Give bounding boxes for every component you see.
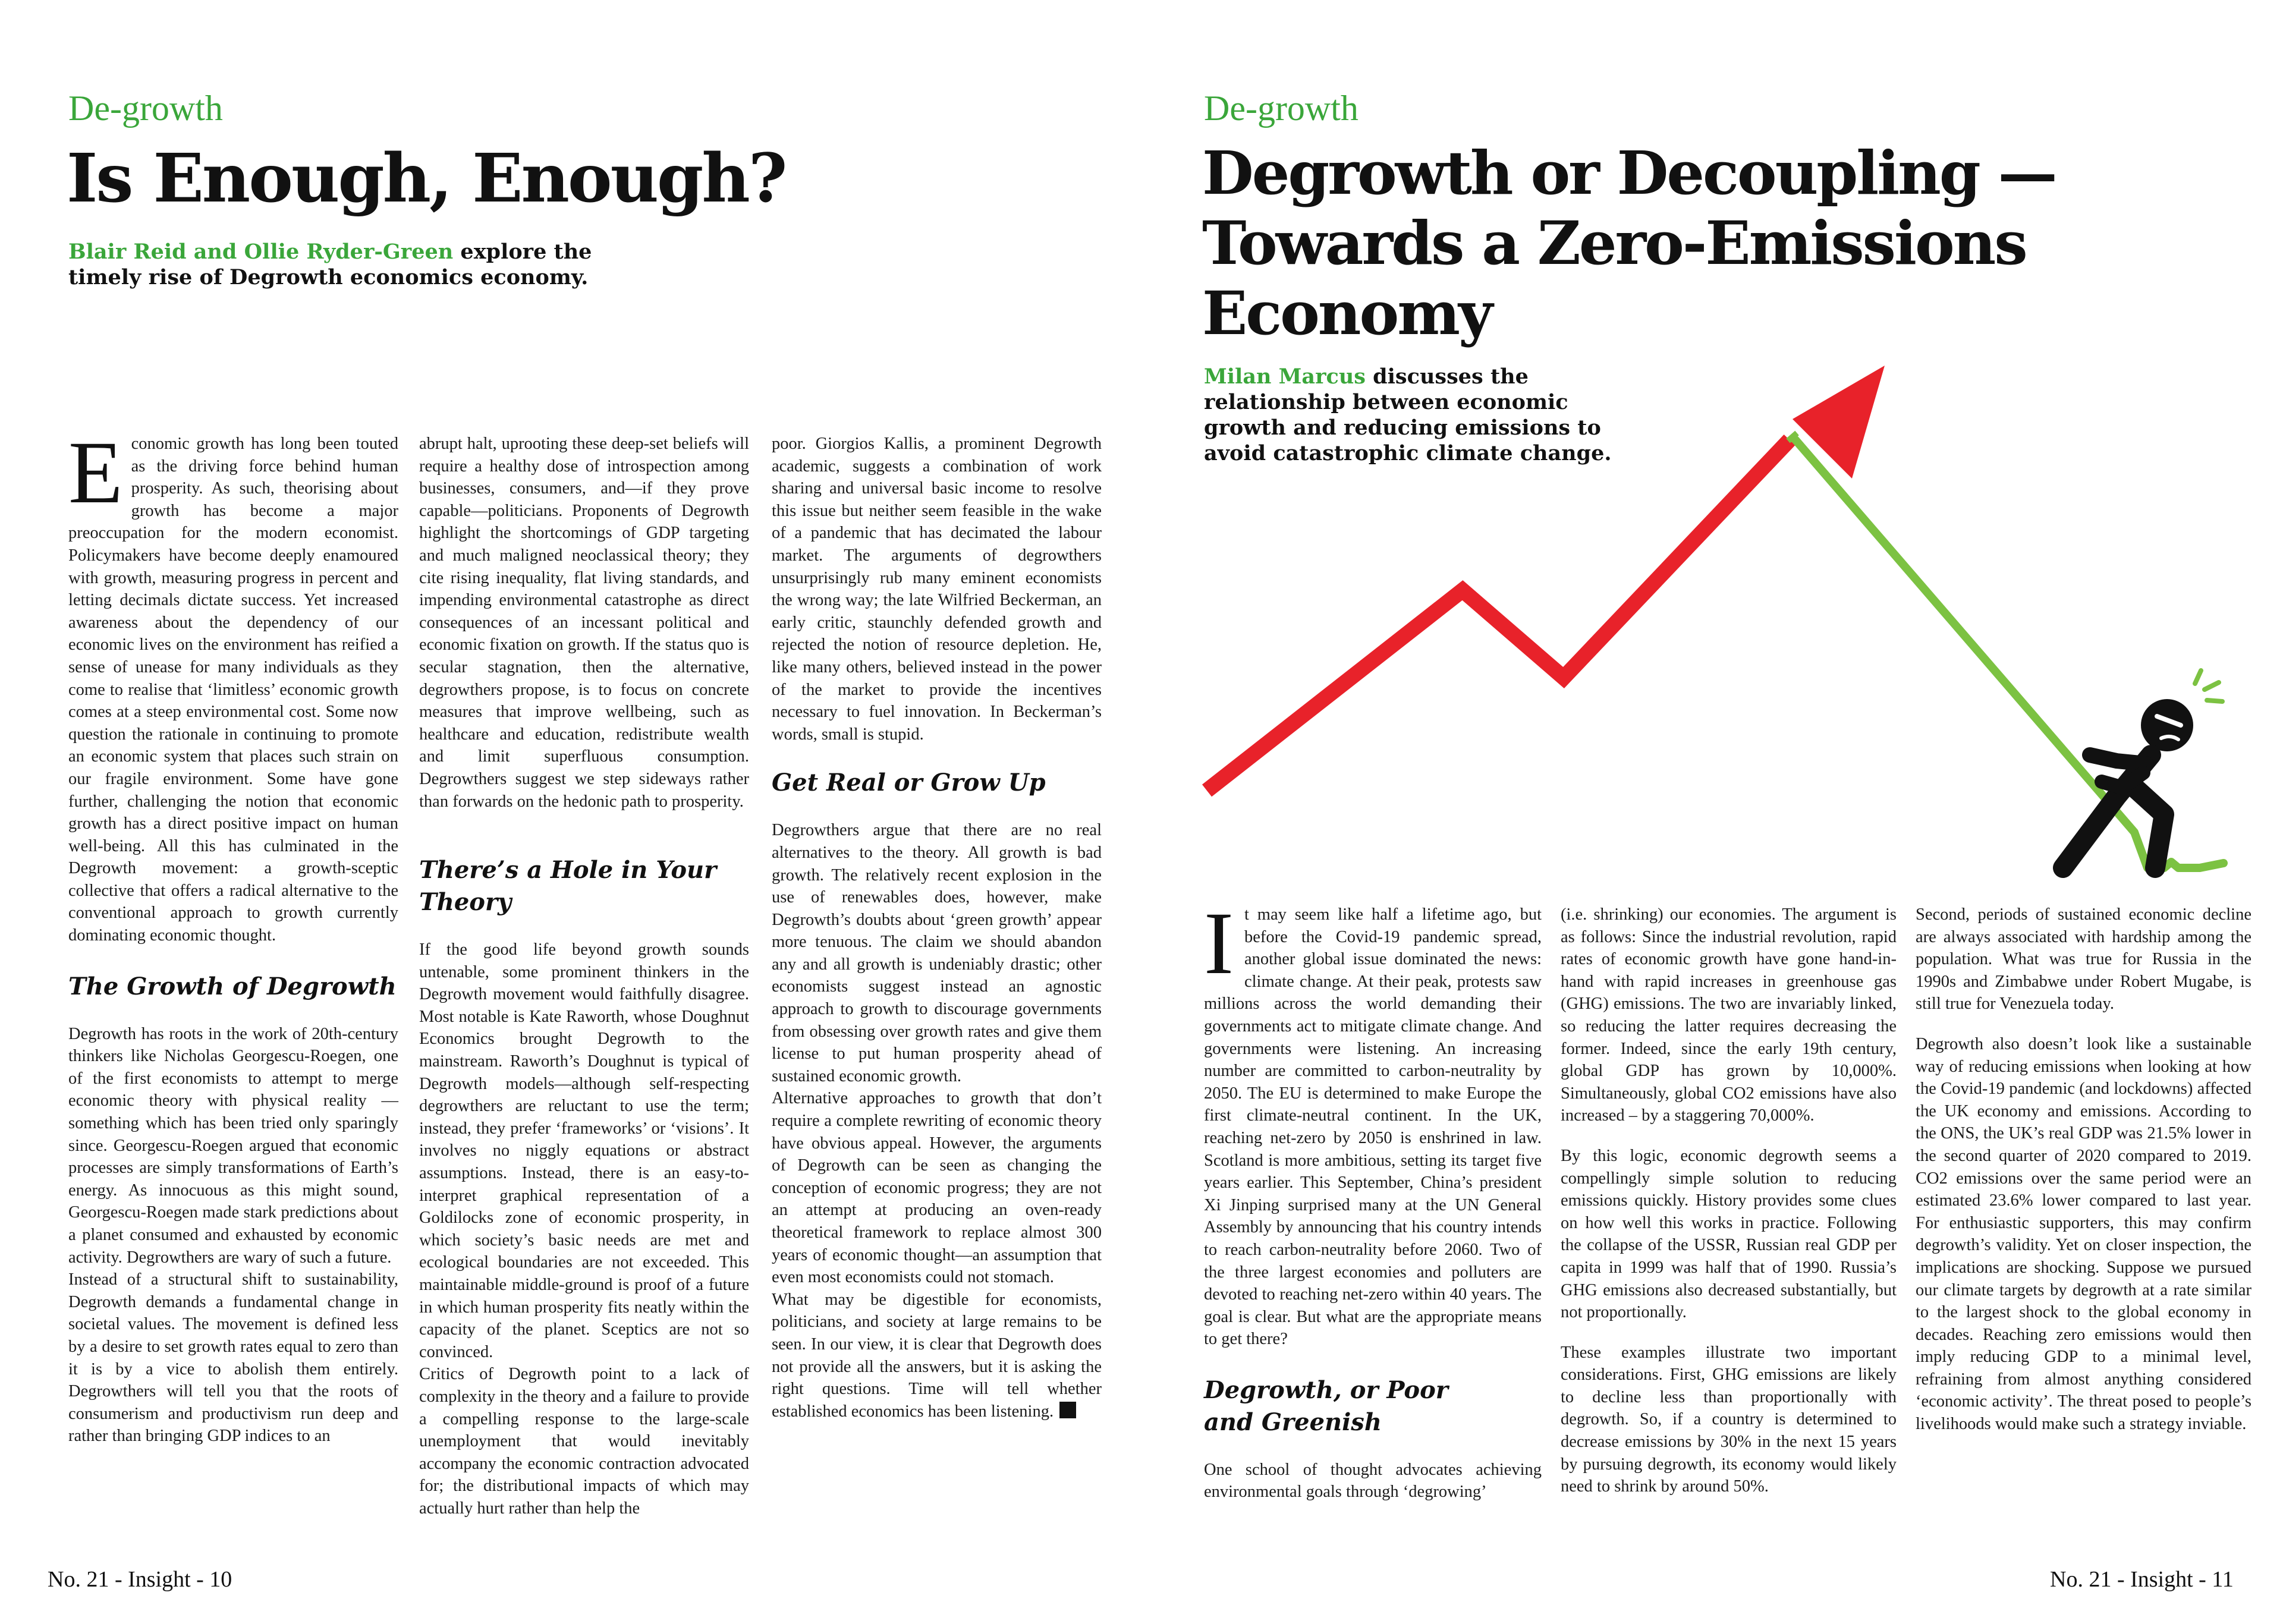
right-col1-para-1: t may seem like half a lifetime ago, but before the Covid-19 pandemic spread, another global issue dominated the news: climate change. At their peak, protests saw millions across the world demanding their governments act to mitigate climate change. And governments were listening. An increasing number are committed to carbon-neutrality by 2050. The EU is determined to make Europe the first climate-neutral continent. In the UK, reaching net-zero by 2050 is enshrined in law. Scotland is more ambitious, setting its target five years earlier. This September, China’s president Xi Jinping surprised many at the UN General Assembly by announcing that his country intends to reach carbon-neutrality before 2060. Two of the three largest economies and polluters are devoted to reaching net-zero within 40 years. The goal is clear. But what are the appropriate means to get there? [1204,905,1542,1349]
left-column-3 [772,433,1102,1422]
person-pulling-rope-icon [2063,671,2222,868]
left-col2-para-3: Critics of Degrowth point to a lack of complexity in the theory and a failure to provide a compelling response to the large-scale unemployment that would inevitably accompany the economic contraction advocated for; the distributional impacts of which may actually hurt rather than help the [419,1365,749,1518]
right-col3-para-1: Second, periods of sustained economic decline are always associated with hardship among the population. What was true for Russia in the 1990s and Zimbabwe under Robert Mugabe, is still true for Venezuela today. [1916,905,2251,1014]
right-column-3 [1916,904,2251,1436]
left-col1-para-3: Instead of a structural shift to sustainability, Degrowth demands a fundamental change in societal values. The movement is defined less by a desire to set growth rates equal to zero than it is by a vice to abolish them entirely. Degrowthers will tell you that the roots of consumerism and productivism run deep and rather than bringing GDP indices to an [68,1270,398,1446]
left-page-title: Is Enough, Enough? [67,140,786,218]
right-deck-author: Milan Marcus [1204,364,1366,389]
left-col3-para-2: Degrowthers argue that there are no real alternatives to the theory. All growth is bad growth. The relatively recent explosion in the use of renewables does, however, make Degrowth’s doubts about ‘green growth’ appear more tenuous. The claim we should abandon any and all growth is undeniably drastic; other economists suggest instead an agnostic approach to growth to discourage governments from obsessing over growth rates and give them license to put human prosperity ahead of sustained economic growth. [772,821,1102,1085]
left-deck [68,239,639,290]
right-title-line-1: Degrowth or Decoupling — [1202,138,2056,208]
left-deck-text: explore the timely rise of Degrowth economics economy. [68,240,592,289]
left-col3-para-4 [772,1289,1102,1423]
left-col2-para-2: If the good life beyond growth sounds untenable, some prominent thinkers in the Degrowth movement would faithfully disagree. Most notable is Kate Raworth, whose Doughnut Economics brought Degrowth to the mainstream. Raworth’s Doughnut is typical of Degrowth models—although self-respecting degrowthers are reluctant to use the term; instead, they prefer ‘frameworks’ or ‘visions’. It involves no niggly equations or abstract assumptions. Instead, there is an easy-to-interpret graphical representation of a Goldilocks zone of economic prosperity, in which society’s basic needs are met and ecological boundaries are not exceeded. This maintainable middle-ground is proof of a future in which human prosperity fits neatly within the capacity of the planet. Sceptics are not so convinced. [419,940,749,1361]
right-col2-para-3: These examples illustrate two important considerations. First, GHG emissions are likely to decline less than proportionally with degrowth. So, if a country is determined to decrease emissions by 30% in the next 15 years by pursuing degrowth, its economy would likely need to shrink by around 50%. [1561,1343,1897,1496]
right-column-1 [1204,894,1542,1503]
right-folio: No. 21 - Insight - 11 [2050,1567,2234,1592]
right-col3-para-2: Degrowth also doesn’t look like a sustainable way of reducing emissions when looking at how the Covid-19 pandemic (and lockdowns) affected the UK economy and emissions. According to the ONS, the UK’s real GDP was 21.5% lower in the second quarter of 2020 compared to 2019. CO2 emissions over the same period were an estimated 23.6% lower compared to last year. For enthusiastic supporters, this may confirm degrowth’s validity. Yet on closer inspection, the implications are shocking. Suppose we pursued our climate targets by degrowth at a rate similar to the largest shock to the global economy in decades. Reaching zero emissions would then imply reducing GDP to a minimal level, refraining from almost anything considered ‘economic activity’. The threat posed to people’s livelihoods would make such a strategy inviable. [1916,1034,2251,1434]
right-title-line-2: Towards a Zero-Emissions [1202,208,2026,278]
right-kicker: De-growth [1204,89,1359,128]
growth-illustration [1189,345,2259,927]
left-subheading-get-real: Get Real or Grow Up [772,769,1046,797]
left-col3-para-3: Alternative approaches to growth that don’t require a complete rewriting of economic theory have obvious appeal. However, the arguments of Degrowth can be seen as changing the conception of economic progress; they are not an attempt at producing an oven-ready theoretical framework to replace almost 300 years of economic thought—an assumption that even most economists could not stomach. [772,1089,1102,1287]
right-col2-para-1: (i.e. shrinking) our economies. The argument is as follows: Since the industrial revolution, rapid rates of economic growth have gone hand-in-hand with rapid increases in greenhouse gas (GHG) emissions. The two are invariably linked, so reducing the latter requires decreasing the former. Indeed, since the early 19th century, global GDP has grown by 10,000%. Simultaneously, global CO2 emissions have also increased – by a staggering 70,000%. [1561,905,1897,1125]
left-col3-para-1: poor. Giorgios Kallis, a prominent Degrowth academic, suggests a combination of work sharing and universal basic income to resolve this issue but neither seem feasible in the wake of a pandemic that has decimated the labour market. The arguments of degrowthers unsurprisingly rub many eminent economists the wrong way; the late Wilfried Beckerman, an early critic, staunchly defended growth and rejected the notion of resource depletion. He, like many others, believed instead in the power of the market to provide the incentives necessary to fuel innovation. In Beckerman’s words, small is stupid. [772,435,1102,744]
right-dropcap: I [1204,894,1234,993]
left-dropcap: E [68,423,123,522]
left-col1-para-1: conomic growth has long been touted as the driving force behind human prosperity. As such, theorising about growth has become a major preoccupation for the modern economist. Policymakers have become deeply enamoured with growth, measuring progress in percent and letting decimals dictate success. Yet increased awareness about the dependency of our economic lives on the environment has reified a sense of unease for many individuals as they come to realise that ‘limitless’ economic growth comes at a steep environmental cost. Some now question the rationale in continuing to promote an economic system that places such strain on our fragile environment. Some have gone further, challenging the notion that economic growth has a direct positive impact on human well-being. All this has culminated in the Degrowth movement: a growth-sceptic collective that offers a radical alternative to the conventional approach to growth currently dominating economic thought. [68,435,398,945]
left-subheading-hole-in-theory: There’s a Hole in Your Theory [419,856,717,917]
right-title-line-3: Economy [1202,278,1492,348]
left-column-2 [419,433,749,1520]
left-folio: No. 21 - Insight - 10 [48,1567,232,1592]
growth-arrow-icon [1207,366,1885,791]
right-subheading-degrowth-or-poor: Degrowth, or Poor and Greenish [1204,1376,1448,1436]
left-col3-para-4-text: What may be digestible for economists, politicians, and society at large remains to be seen. In our view, it is clear that Degrowth does not provide all the answers, but it is asking the right questions. Time will tell whether established economics has been listening. [772,1290,1102,1421]
left-column-1 [68,423,398,1447]
left-subheading-growth-of-degrowth: The Growth of Degrowth [68,972,397,1000]
right-deck-text: discusses the relationship between economic growth and reducing emissions to avoid catastrophic climate change. [1204,364,1612,465]
right-page-title [1202,138,2056,348]
right-col2-para-2: By this logic, economic degrowth seems a compellingly simple solution to reducing emissions quickly. History provides some clues on how well this works in practice. Following the collapse of the USSR, Russian real GDP per capita in 1999 was half that of 1990. Russia’s GHG emissions also decreased substantially, but not proportionally. [1561,1146,1897,1322]
right-column-2 [1561,904,1897,1498]
left-deck-author: Blair Reid and Ollie Ryder-Green [68,240,454,264]
end-mark-icon [1059,1402,1076,1418]
right-col1-para-2: One school of thought advocates achieving environmental goals through ‘degrowing’ [1204,1460,1542,1502]
left-col1-para-2: Degrowth has roots in the work of 20th-century thinkers like Nicholas Georgescu-Roegen, one of the first economists to attempt to merge economic theory with physical reality — something which has been tried only sparingly since. Georgescu-Roegen argued that economic processes are simply transformations of Earth’s energy. As innocuous as this might sound, Georgescu-Roegen made stark predictions about a planet consumed and exhausted by economic activity. Degrowthers are wary of such a future. [68,1024,398,1267]
left-col2-para-1: abrupt halt, uprooting these deep-set beliefs will require a healthy dose of introspection among businesses, consumers, and—if they prove capable—politicians. Proponents of Degrowth highlight the shortcomings of GDP targeting and much maligned neoclassical theory; they cite rising inequality, flat living standards, and impending environmental catastrophe as direct consequences of an incessant political and economic fixation on growth. If the status quo is secular stagnation, then the alternative, degrowthers propose, is to focus on concrete measures that improve wellbeing, such as healthcare and education, redistribute wealth and limit superfluous consumption. Degrowthers suggest we step sideways rather than forwards on the hedonic path to prosperity. [419,435,749,811]
left-kicker: De-growth [68,89,223,128]
